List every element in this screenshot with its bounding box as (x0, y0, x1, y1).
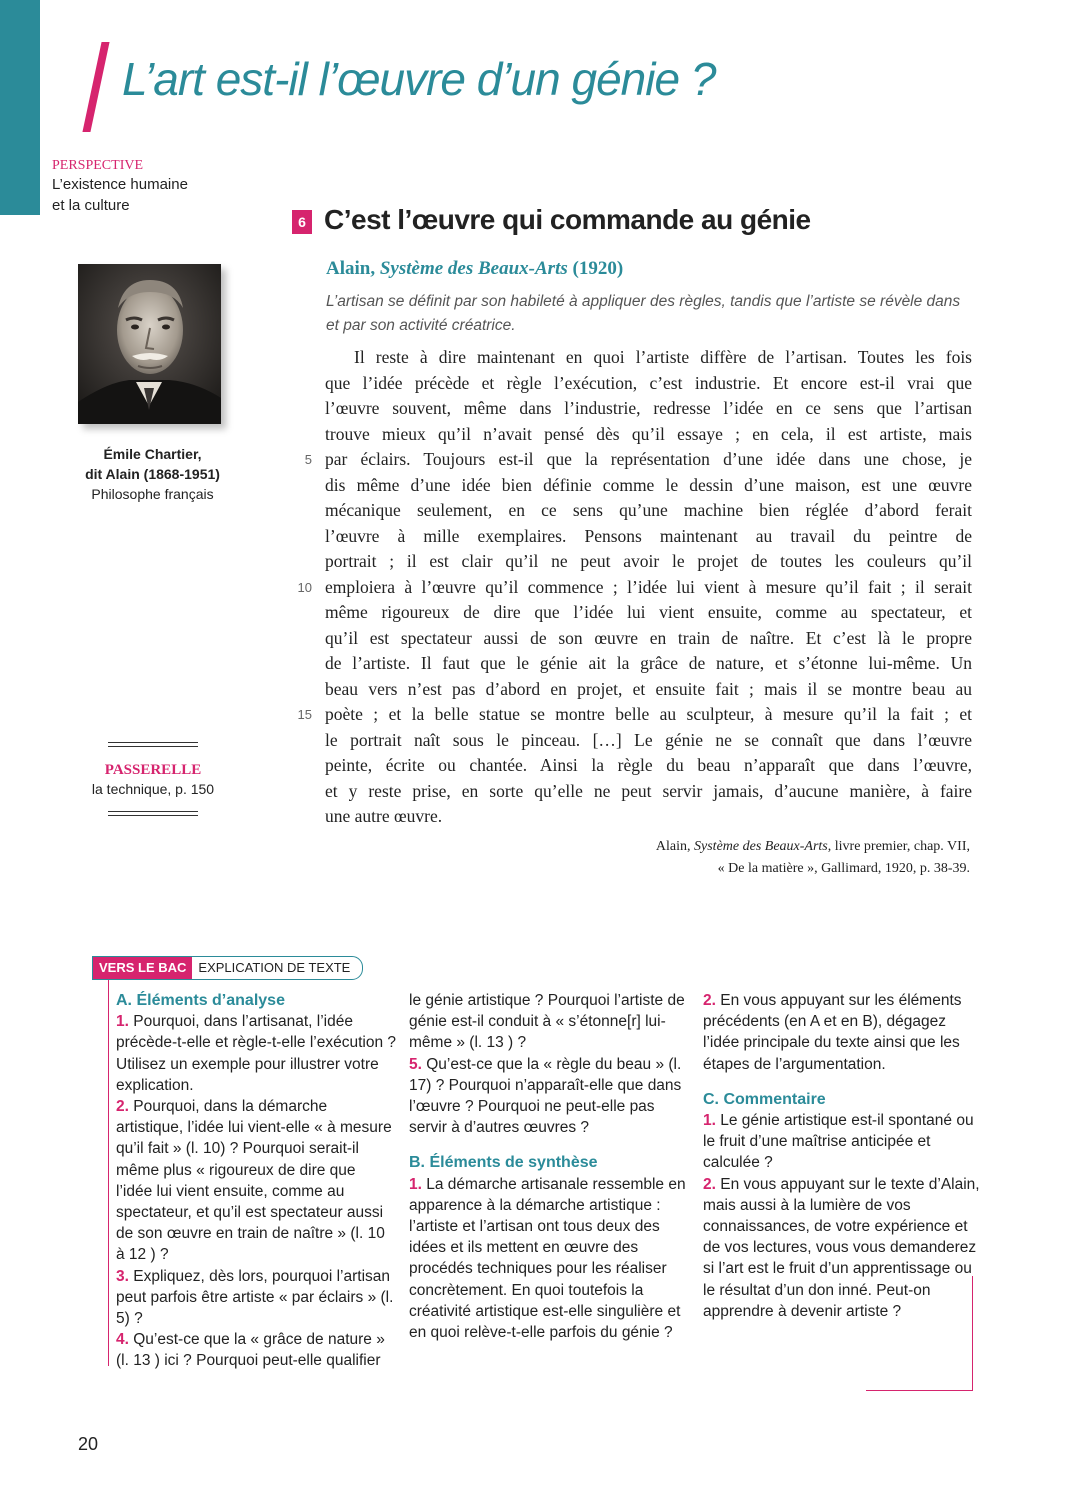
question-item: 5. Qu’est-ce que la « règle du beau » (l. 17) ? Pourquoi n’apparaît-elle que dans l’œuvre ? Pourquoi ne peut-elle pas servir à d’autres œuvres ? (409, 1055, 682, 1137)
author-portrait (78, 264, 221, 424)
question-item: 1. La démarche artisanale ressemble en apparence à la démarche artistique : l’artiste et l’artisan ont tous deux des idées et ils mettent en œuvre des procédés techniques pour les réaliser concrètement. En quoi toutefois la créativité artistique est-elle singulière et en quoi relève-t-elle parfois du génie ? (409, 1175, 686, 1342)
text-line (280, 600, 980, 626)
line-text: le portrait naît sous le pinceau. […] Le génie ne se connaît que dans l’œuvre (325, 729, 972, 750)
line-text: poète ; et la belle statue se montre belle au sculpteur, à mesure qu’il la fait ; et (325, 704, 972, 724)
passerelle-top-rule (108, 742, 198, 747)
line-text: dis même d’une idée bien définie comme le dessin d’une maison, est une œuvre (325, 474, 972, 495)
exercise-type-label: EXPLICATION DE TEXTE (198, 960, 351, 975)
text-line (280, 804, 980, 830)
caption-name-line: Émile Chartier, (103, 446, 202, 462)
header-color-band (0, 0, 40, 215)
text-line (280, 575, 980, 601)
text-line (280, 422, 980, 448)
perspective-block (52, 158, 252, 216)
text-line (280, 728, 980, 754)
page-number: 20 (78, 1434, 99, 1454)
perspective-line: L’existence humaine (52, 176, 188, 193)
document-title: C’est l’œuvre qui commande au génie (324, 204, 811, 235)
caption-role: Philosophe français (91, 486, 214, 502)
document-number: 6 (292, 210, 312, 234)
source-work-title: Système des Beaux-Arts (694, 839, 828, 854)
excerpt-text (280, 345, 980, 830)
line-text: emploiera à l’œuvre qu’il commence ; l’idée lui vient à mesure qu’il fait ; il serait (325, 576, 972, 597)
source-line: Alain, Système des Beaux-Arts, livre premier, chap. VII, (655, 839, 970, 854)
line-text: trouve mieux qu’il n’avait pensé dès qu’il essaye ; en cela, il est artiste, mais (325, 423, 972, 444)
document-intro: L’artisan se définit par son habileté à appliquer des règles, tandis que l’artiste se révèle dans et par son activité créatrice. (326, 293, 961, 334)
exercise-frame-left (108, 980, 109, 1366)
line-text: portrait ; il est clair qu’il ne peut avoir le projet de toutes les couleurs qu’il (325, 551, 972, 571)
vers-le-bac-tag: VERS LE BAC (93, 957, 192, 979)
line-number: 10 (297, 579, 312, 595)
text-line (280, 753, 980, 779)
text-line (280, 702, 980, 728)
section-b-heading: B. Éléments de synthèse (409, 1154, 598, 1172)
text-line (280, 651, 980, 677)
line-text: peinte, écrite ou chantée. Ainsi la règle du beau n’apparaît que dans l’œuvre, (325, 755, 972, 775)
question-item: 2. En vous appuyant sur le texte d’Alain, mais aussi à la lumière de vos connaissances, de votre expérience et de vos lectures, vous vous demanderez si l’art est le fruit d’un apprentissage ou le résultat d’un don inné. Peut-on apprendre à devenir artiste ? (703, 1175, 980, 1320)
text-line (280, 549, 980, 575)
caption-name-line: dit Alain (1868-1951) (85, 466, 220, 482)
text-line (280, 779, 980, 805)
line-text: même rigoureux de dire que l’idée lui vient ensuite, comme au spectateur, et (325, 602, 972, 622)
passerelle-bottom-rule (108, 811, 198, 816)
exercise-column-3 (703, 990, 983, 1322)
exercise-column-2 (409, 990, 694, 1343)
section-c-heading: C. Commentaire (703, 1090, 826, 1108)
passerelle-box (88, 742, 218, 816)
passerelle-label: PASSERELLE (104, 762, 202, 778)
exercise-banner (92, 956, 363, 980)
perspective-line: et la culture (52, 197, 130, 214)
portrait-caption (40, 444, 265, 504)
exercise-frame-bottom (866, 1390, 973, 1391)
author-name: Alain, (326, 258, 376, 279)
text-line (280, 345, 980, 371)
passerelle-link[interactable]: la technique, p. 150 (91, 781, 215, 797)
perspective-kicker: PERSPECTIVE (52, 158, 144, 173)
text-line (280, 473, 980, 499)
question-item: 1. Pourquoi, dans l’artisanat, l’idée précède-t-elle et règle-t-elle l’exécution ? Utilisez un exemple pour illustrer votre explication. (116, 1013, 397, 1094)
text-line (280, 677, 980, 703)
line-text: et y reste prise, en sorte qu’elle ne peut servir jamais, d’aucune manière, à faire (325, 780, 972, 801)
title-accent-bar (82, 42, 109, 132)
line-text: beau vers n’est pas d’abord en projet, et ensuite fait ; mais il se montre beau au (325, 678, 972, 699)
text-line (280, 498, 980, 524)
line-text: Il reste à dire maintenant en quoi l’artiste diffère de l’artisan. Toutes les fois (354, 347, 972, 367)
line-number: 15 (297, 707, 312, 722)
line-number: 5 (304, 452, 312, 467)
question-item: 3. Expliquez, dès lors, pourquoi l’artisan peut parfois être artiste « par éclairs » (l. 5) ? (116, 1267, 394, 1328)
text-line (280, 447, 980, 473)
line-text: une autre œuvre. (325, 806, 443, 826)
line-text: qu’il est spectateur aussi de son œuvre en train de naître. Et c’est là le propre (325, 627, 972, 648)
exercise-column-1 (116, 990, 396, 1372)
work-title: Système des Beaux-Arts (379, 258, 568, 279)
line-text: de l’artiste. Il faut que le génie ait la grâce de nature, et s’étonne lui-même. Un (325, 653, 972, 673)
line-text: l’œuvre souvent, même dans l’industrie, redresse l’idée en ce sens que l’artisan (325, 398, 972, 418)
text-line (280, 524, 980, 550)
question-item: 1. Le génie artistique est-il spontané ou le fruit d’une maîtrise anticipée et calculée ? (703, 1112, 974, 1172)
text-line (280, 626, 980, 652)
source-line: « De la matière », Gallimard, 1920, p. 38-39. (717, 861, 970, 876)
question-continuation: le génie artistique ? Pourquoi l’artiste de génie est-il conduit à « s’étonne[r] lui-même » (l. 13 ) ? (409, 992, 685, 1052)
source-reference (560, 836, 970, 880)
line-text: par éclairs. Toujours est-il que la représentation d’une idée dans une chose, je (325, 449, 972, 469)
text-line (280, 371, 980, 397)
line-text: que l’idée précède et règle l’exécution, c’est industrie. Et encore est-il vrai que (325, 372, 972, 393)
document-author (326, 258, 623, 280)
question-item: 4. Qu’est-ce que la « grâce de nature » (l. 13 ) ici ? Pourquoi peut-elle qualifier (116, 1331, 385, 1370)
section-a-heading: A. Éléments d’analyse (116, 992, 285, 1009)
question-item: 2. Pourquoi, dans la démarche artistique, l’idée lui vient-elle « à mesure qu’il fait » (l. 10) ? Pourquoi serait-il même plus « rigoureux de dire que l’idée lui vient ensuite, comme au spectateur, et qu’il est spectateur aussi de son œuvre en train de naître » (l. 10 à 12 ) ? (116, 1098, 392, 1264)
line-text: l’œuvre à mille exemplaires. Pensons maintenant au travail du peintre de (325, 525, 972, 546)
text-line (280, 396, 980, 422)
work-year: (1920) (572, 258, 624, 279)
question-item: 2. En vous appuyant sur les éléments précédents (en A et en B), dégagez l’idée principale du texte ainsi que les étapes de l’argumentation. (703, 992, 962, 1073)
line-text: mécanique seulement, en ce sens qu’une machine bien réglée d’abord ferait (325, 500, 972, 520)
page-title: L’art est-il l’œuvre d’un génie ? (122, 53, 716, 105)
